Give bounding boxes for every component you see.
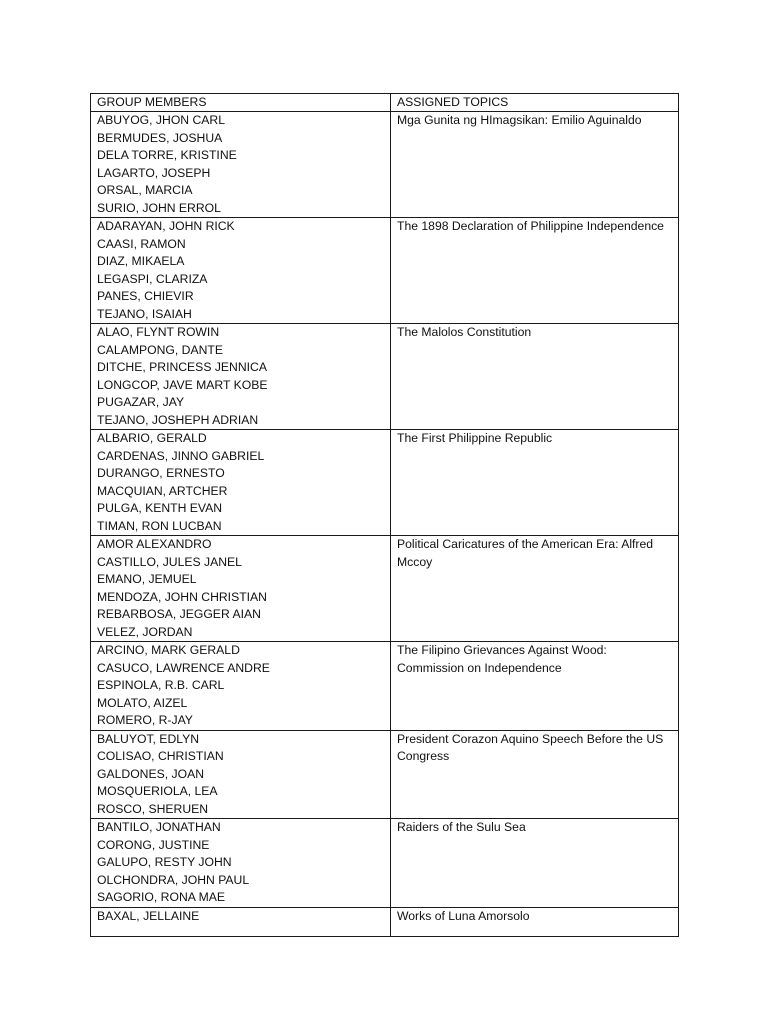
assigned-topic-cell	[391, 819, 679, 908]
member-name: DIAZ, MIKAELA	[97, 254, 185, 268]
member-name: CASTILLO, JULES JANEL	[97, 554, 242, 569]
member-name: ROMERO, R-JAY	[97, 713, 193, 727]
assigned-topic: Mga Gunita ng HImagsikan: Emilio Aguinaldo	[397, 113, 642, 127]
member-name: BERMUDES, JOSHUA	[97, 130, 223, 145]
assigned-topic-cell	[391, 642, 679, 731]
member-name: BALUYOT, EDLYN	[97, 731, 200, 746]
header-assigned-topics: ASSIGNED TOPICS	[391, 94, 679, 112]
group-members-cell	[91, 324, 391, 430]
member-name: DELA TORRE, KRISTINE	[97, 148, 237, 162]
table-row	[91, 819, 679, 908]
member-name: LEGASPI, CLARIZA	[97, 271, 208, 286]
member-name: ALBARIO, GERALD	[97, 431, 207, 445]
assigned-topic-cell	[391, 907, 679, 936]
group-members-cell	[91, 730, 391, 819]
member-name: MOLATO, AIZEL	[97, 695, 188, 710]
member-name: LONGCOP, JAVE MART KOBE	[97, 377, 268, 392]
table-header-row	[91, 94, 679, 112]
group-members-cell	[91, 218, 391, 324]
assigned-topic: Raiders of the Sulu Sea	[397, 820, 526, 834]
table-row	[91, 907, 679, 936]
table-row	[91, 642, 679, 731]
member-name: CARDENAS, JINNO GABRIEL	[97, 448, 265, 463]
assigned-topic-cell	[391, 536, 679, 642]
member-name: MENDOZA, JOHN CHRISTIAN	[97, 589, 267, 604]
assigned-topic: The 1898 Declaration of Philippine Independence	[397, 219, 664, 233]
assigned-topic-cell	[391, 430, 679, 536]
table-row	[91, 430, 679, 536]
table-row	[91, 730, 679, 819]
member-name: COLISAO, CHRISTIAN	[97, 749, 224, 763]
assigned-topic-cell	[391, 112, 679, 218]
member-name: TEJANO, JOSHEPH ADRIAN	[97, 412, 259, 427]
member-name: BANTILO, JONATHAN	[97, 820, 221, 834]
member-name: GALDONES, JOAN	[97, 766, 205, 781]
member-name: PULGA, KENTH EVAN	[97, 501, 223, 515]
member-name: PUGAZAR, JAY	[97, 395, 185, 409]
member-name: DITCHE, PRINCESS JENNICA	[97, 360, 267, 374]
assigned-topic: The Malolos Constitution	[397, 325, 532, 339]
member-name: SAGORIO, RONA MAE	[97, 890, 225, 904]
header-group-members: GROUP MEMBERS	[91, 94, 391, 112]
member-name: MOSQUERIOLA, LEA	[97, 784, 218, 798]
group-members-cell	[91, 536, 391, 642]
member-name: ORSAL, MARCIA	[97, 183, 193, 197]
member-name: ALAO, FLYNT ROWIN	[97, 325, 220, 339]
assigned-topic: Works of Luna Amorsolo	[397, 908, 530, 923]
member-name: CASUCO, LAWRENCE ANDRE	[97, 660, 270, 675]
table-row	[91, 218, 679, 324]
member-name: VELEZ, JORDAN	[97, 624, 193, 639]
assignment-table	[90, 93, 679, 937]
table-row	[91, 324, 679, 430]
member-name: LAGARTO, JOSEPH	[97, 165, 211, 180]
member-name: TEJANO, ISAIAH	[97, 306, 192, 321]
assigned-topic: The Filipino Grievances Against Wood: Commission on Independence	[397, 643, 607, 675]
member-name: EMANO, JEMUEL	[97, 572, 197, 586]
group-members-cell	[91, 819, 391, 908]
group-members-cell	[91, 642, 391, 731]
assigned-topic: President Corazon Aquino Speech Before the US Congress	[397, 731, 664, 763]
assigned-topic-cell	[391, 218, 679, 324]
assigned-topic-cell	[391, 324, 679, 430]
member-name: ADARAYAN, JOHN RICK	[97, 219, 235, 233]
group-members-cell	[91, 907, 391, 936]
member-name: PANES, CHIEVIR	[97, 289, 194, 303]
member-name: MACQUIAN, ARTCHER	[97, 483, 228, 498]
member-name: ABUYOG, JHON CARL	[97, 113, 225, 127]
assigned-topic-cell	[391, 730, 679, 819]
member-name: REBARBOSA, JEGGER AIAN	[97, 607, 261, 621]
member-name: CALAMPONG, DANTE	[97, 342, 223, 357]
table-row	[91, 112, 679, 218]
member-name: ROSCO, SHERUEN	[97, 801, 209, 816]
member-name: ESPINOLA, R.B. CARL	[97, 678, 225, 692]
group-members-cell	[91, 430, 391, 536]
table-body	[91, 94, 679, 937]
member-name: CORONG, JUSTINE	[97, 837, 210, 852]
group-members-cell	[91, 112, 391, 218]
member-name: OLCHONDRA, JOHN PAUL	[97, 872, 250, 887]
member-name: ARCINO, MARK GERALD	[97, 643, 240, 657]
member-name: GALUPO, RESTY JOHN	[97, 855, 232, 869]
member-name: BAXAL, JELLAINE	[97, 908, 200, 923]
member-name: DURANGO, ERNESTO	[97, 466, 225, 480]
member-name: TIMAN, RON LUCBAN	[97, 518, 222, 533]
table-row	[91, 536, 679, 642]
assigned-topic: Political Caricatures of the American Era: Alfred Mccoy	[397, 537, 654, 569]
member-name: AMOR ALEXANDRO	[97, 537, 212, 551]
member-name: SURIO, JOHN ERROL	[97, 200, 221, 215]
assigned-topic: The First Philippine Republic	[397, 431, 553, 445]
member-name: CAASI, RAMON	[97, 236, 186, 251]
